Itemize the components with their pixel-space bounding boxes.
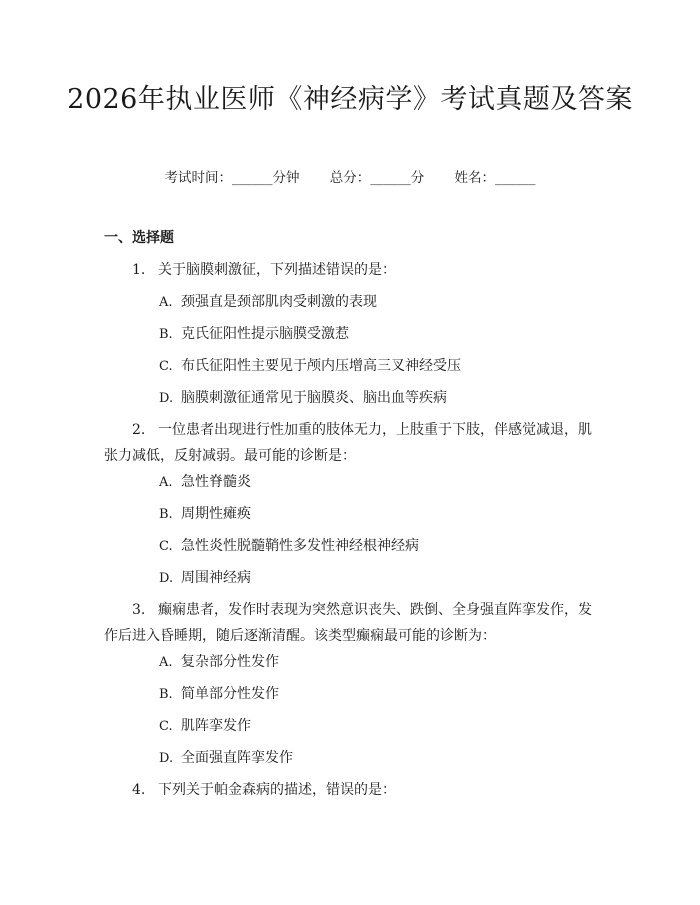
question-stem: 关于脑膜刺激征，下列描述错误的是：	[158, 262, 396, 278]
option-text: 周围神经病	[181, 570, 251, 586]
option-text: 克氏征阳性提示脑膜受激惹	[181, 326, 349, 342]
option-text: 周期性瘫痪	[181, 506, 251, 522]
option-letter: D.	[159, 751, 174, 766]
option-letter: B.	[159, 507, 173, 522]
question-2-option-b	[159, 505, 251, 524]
option-text: 肌阵挛发作	[181, 718, 251, 734]
question-stem: 癫痫患者，发作时表现为突然意识丧失、跌倒、全身强直阵挛发作，发作后进入昏睡期，随后逐渐清醒。该类型癫痫最可能的诊断为：	[104, 602, 592, 644]
option-letter: D.	[159, 391, 174, 406]
option-text: 脑膜刺激征通常见于脑膜炎、脑出血等疾病	[181, 390, 447, 406]
question-number: 2.	[132, 422, 146, 438]
question-4	[104, 777, 598, 803]
option-text: 急性脊髓炎	[181, 474, 251, 490]
question-1-option-c	[159, 357, 461, 376]
option-letter: A.	[159, 655, 173, 670]
option-text: 颈强直是颈部肌肉受刺激的表现	[181, 294, 377, 310]
option-text: 全面强直阵挛发作	[181, 750, 293, 766]
exam-time-field: 考试时间：______分钟	[164, 170, 300, 186]
question-3-option-b	[159, 685, 279, 704]
question-1-option-a	[159, 293, 377, 312]
option-letter: A.	[159, 295, 173, 310]
question-1-option-b	[159, 325, 349, 344]
option-letter: B.	[159, 687, 173, 702]
option-text: 复杂部分性发作	[181, 654, 279, 670]
question-3	[104, 597, 598, 649]
question-number: 3.	[132, 602, 146, 618]
question-1	[104, 257, 598, 283]
question-3-option-a	[159, 653, 279, 672]
section-title: 一、选择题	[104, 230, 174, 246]
question-3-option-d	[159, 749, 293, 768]
question-2-option-d	[159, 569, 251, 588]
option-letter: C.	[159, 539, 173, 554]
option-letter: D.	[159, 571, 174, 586]
name-field: 姓名：______	[454, 170, 536, 186]
question-number: 1.	[132, 262, 146, 278]
question-stem: 一位患者出现进行性加重的肢体无力，上肢重于下肢，伴感觉减退，肌张力减低，反射减弱。最可能的诊断是：	[104, 422, 592, 464]
option-letter: C.	[159, 719, 173, 734]
question-2-option-a	[159, 473, 251, 492]
option-text: 布氏征阳性主要见于颅内压增高三叉神经受压	[181, 358, 461, 374]
option-text: 简单部分性发作	[181, 686, 279, 702]
question-3-option-c	[159, 717, 251, 736]
question-2	[104, 417, 598, 469]
total-score-field: 总分：______分	[329, 170, 425, 186]
exam-meta	[0, 169, 700, 187]
option-letter: C.	[159, 359, 173, 374]
document-title: 2026年执业医师《神经病学》考试真题及答案	[67, 84, 633, 115]
option-letter: A.	[159, 475, 173, 490]
question-stem: 下列关于帕金森病的描述，错误的是：	[158, 782, 396, 798]
option-text: 急性炎性脱髓鞘性多发性神经根神经病	[181, 538, 419, 554]
question-2-option-c	[159, 537, 419, 556]
question-number: 4.	[132, 782, 146, 798]
option-letter: B.	[159, 327, 173, 342]
question-1-option-d	[159, 389, 447, 408]
